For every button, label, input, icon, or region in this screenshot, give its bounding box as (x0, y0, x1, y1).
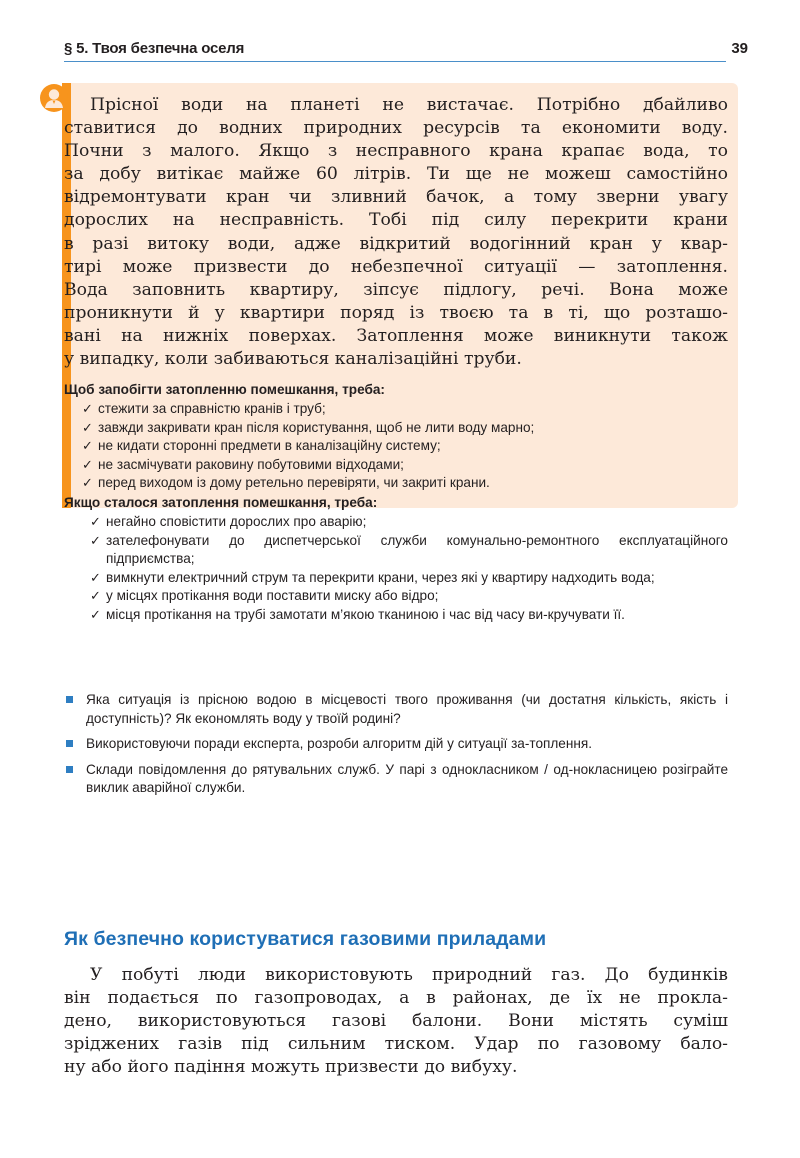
paragraph-line: Почни з малого. Якщо з несправного крана крапає вода, то (64, 141, 728, 162)
paragraph-line: ставитися до водних природних ресурсів та економити воду. (64, 118, 728, 139)
list-item: ✓ перед виходом із дому ретельно перевіряти, чи закриті крани. (82, 474, 728, 493)
header-rule (64, 61, 726, 62)
check-mark-icon: ✓ (82, 438, 93, 453)
check-mark-icon: ✓ (82, 456, 93, 472)
check-mark-icon: ✓ (82, 475, 93, 490)
list-item: ✓ завжди закривати кран після користування, щоб не лити воду марно; (82, 419, 728, 438)
section-paragraph (64, 964, 728, 1079)
paragraph-line: Прісної води на планеті не вистачає. Потрібно дбайливо (90, 95, 728, 115)
page-header (64, 40, 748, 62)
square-bullet-icon (66, 696, 73, 703)
prevent-list (64, 400, 728, 493)
check-mark-icon: ✓ (82, 419, 93, 435)
task-item: Яка ситуація із прісною водою в місцевості твого проживання (чи достатня кількість, якість і доступність)? Як економлять воду у твоїй родині? (64, 691, 728, 728)
paragraph-line: дено, використовуються газові балони. Вони містять суміш (64, 1011, 728, 1032)
paragraph-line: дорослих на несправність. Тобі під силу перекрити крани (64, 210, 728, 231)
paragraph-line: він подається по газопроводах, а в районах, де їх не прокла- (64, 988, 728, 1009)
list-item: ✓ зателефонувати до диспетчерської служби комунально-ремонтного експлуатаційного підприємства; (90, 532, 728, 566)
expert-paragraph (64, 94, 728, 371)
list-item: ✓ місця протікання на трубі замотати м’якою тканиною і час від часу ви-кручувати її. (90, 606, 728, 625)
paragraph-line: ну або його падіння можуть призвести до вибуху. (64, 1057, 518, 1078)
paragraph-line: Вода заповнить квартиру, зіпсує підлогу, речі. Вона може (64, 279, 728, 300)
flood-list (64, 513, 728, 624)
check-mark-icon: ✓ (90, 532, 101, 548)
paragraph-line: У побуті люди використовують природний газ. До будинків (90, 965, 728, 985)
paragraph-line: зріджених газів під сильним тиском. Удар по газовому бало- (64, 1034, 728, 1055)
list-item: ✓ у місцях протікання води поставити миску або відро; (90, 587, 728, 606)
section-heading: Як безпечно користуватися газовими приладами (64, 928, 547, 950)
list-item: ✓ стежити за справністю кранів і труб; (82, 400, 728, 419)
page-number: 39 (731, 40, 748, 57)
square-bullet-icon (66, 766, 73, 773)
list-item: ✓ негайно сповістити дорослих про аварію; (90, 513, 728, 532)
task-item: Склади повідомлення до рятувальних служб. У парі з однокласником / од-нокласницею розіграйте виклик аварійної служби. (64, 761, 728, 798)
task-list (64, 691, 728, 805)
flood-heading: Якщо сталося затоплення помешкання, треба: (64, 495, 378, 510)
list-item: ✓ вимкнути електричний струм та перекрити крани, через які у квартиру надходить вода; (90, 569, 728, 588)
paragraph-line: у випадку, коли забиваються каналізаційні труби. (64, 349, 522, 370)
square-bullet-icon (66, 740, 73, 747)
task-item: Використовуючи поради експерта, розроби алгоритм дій у ситуації за-топлення. (64, 735, 728, 754)
section-title: § 5. Твоя безпечна оселя (64, 40, 245, 57)
paragraph-line: відремонтувати кран чи зливний бачок, а тому зверни увагу (64, 187, 728, 208)
check-mark-icon: ✓ (90, 588, 101, 603)
paragraph-line: в разі витоку води, адже відкритий водогінний кран у квар- (64, 233, 728, 254)
paragraph-line: проникнути й у квартири поряд із твоєю та в ті, що розташо- (64, 302, 728, 323)
check-mark-icon: ✓ (90, 606, 101, 622)
list-item: ✓ не кидати сторонні предмети в каналізаційну систему; (82, 437, 728, 456)
paragraph-line: тирі може призвести до небезпечної ситуації — затоплення. (64, 256, 728, 277)
list-item: ✓ не засмічувати раковину побутовими відходами; (82, 456, 728, 475)
check-mark-icon: ✓ (82, 401, 93, 416)
check-mark-icon: ✓ (90, 569, 101, 585)
check-mark-icon: ✓ (90, 514, 101, 529)
paragraph-line: вані на нижніх поверхах. Затоплення може виникнути також (64, 325, 728, 346)
paragraph-line: за добу витікає майже 60 літрів. Ти ще не можеш самостійно (64, 164, 728, 185)
prevent-heading: Щоб запобігти затопленню помешкання, треба: (64, 382, 385, 397)
